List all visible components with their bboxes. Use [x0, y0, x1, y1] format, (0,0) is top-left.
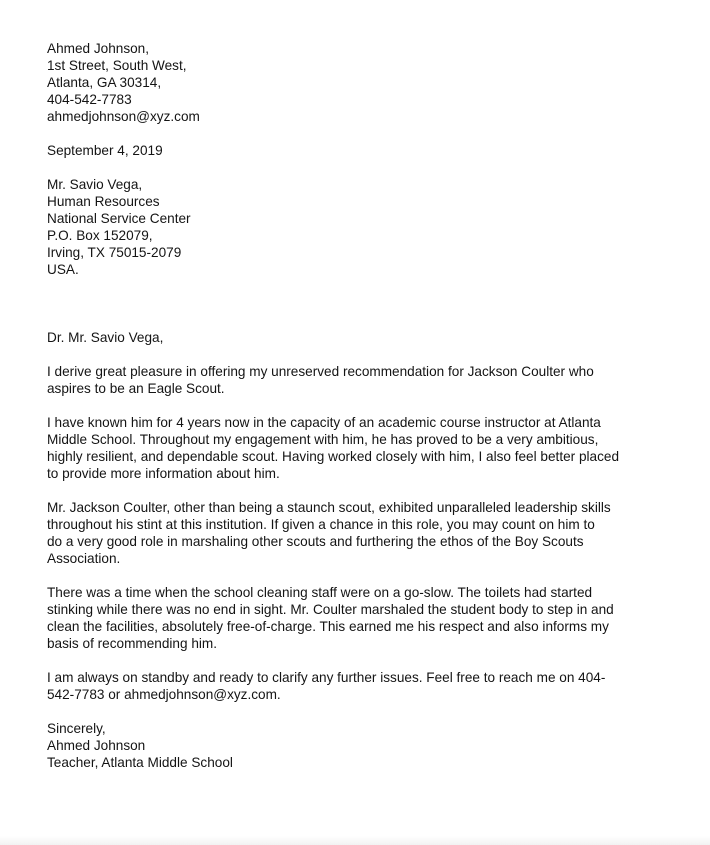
valediction: Sincerely,: [47, 721, 106, 736]
paragraph-line: 542-7783 or ahmedjohnson@xyz.com.: [47, 687, 281, 702]
recipient-department: Human Resources: [47, 194, 160, 209]
sender-phone: 404-542-7783: [47, 92, 132, 107]
recipient-address: [47, 176, 659, 278]
recipient-name: Mr. Savio Vega,: [47, 177, 143, 192]
letter-closing: [47, 720, 659, 771]
paragraph-line: do a very good role in marshaling other scouts and furthering the ethos of the Boy Scouts: [47, 534, 584, 549]
recipient-country: USA.: [47, 262, 79, 277]
paragraph-line: highly resilient, and dependable scout. Having worked closely with him, I also feel better placed: [47, 449, 620, 464]
paragraph-line: I am always on standby and ready to clarify any further issues. Feel free to reach me on 404-: [47, 670, 606, 685]
sender-address: [47, 40, 659, 125]
paragraph-line: aspires to be an Eagle Scout.: [47, 381, 225, 396]
paragraph-line: Middle School. Throughout my engagement with him, he has proved to be a very ambitious,: [47, 432, 599, 447]
recipient-city: Irving, TX 75015-2079: [47, 245, 182, 260]
date-text: September 4, 2019: [47, 143, 163, 158]
recipient-organization: National Service Center: [47, 211, 191, 226]
paragraph-line: clean the facilities, absolutely free-of-charge. This earned me his respect and also informs my: [47, 619, 609, 634]
paragraph-line: Mr. Jackson Coulter, other than being a staunch scout, exhibited unparalleled leadership skills: [47, 500, 611, 515]
paragraph-line: throughout his stint at this institution. If given a chance in this role, you may count on him to: [47, 517, 595, 532]
paragraph-line: to provide more information about him.: [47, 466, 280, 481]
body-paragraph: [47, 363, 659, 397]
salutation-text: Dr. Mr. Savio Vega,: [47, 330, 164, 345]
paragraph-line: I derive great pleasure in offering my unreserved recommendation for Jackson Coulter who: [47, 364, 594, 379]
paragraph-line: stinking while there was no end in sight. Mr. Coulter marshaled the student body to step in and: [47, 602, 614, 617]
sender-email: ahmedjohnson@xyz.com: [47, 109, 200, 124]
sender-name: Ahmed Johnson,: [47, 41, 150, 56]
body-paragraph: [47, 584, 659, 652]
paragraph-line: Association.: [47, 551, 121, 566]
recipient-po-box: P.O. Box 152079,: [47, 228, 153, 243]
sender-street: 1st Street, South West,: [47, 58, 187, 73]
signer-name: Ahmed Johnson: [47, 738, 146, 753]
body-paragraph: [47, 499, 659, 567]
sender-city: Atlanta, GA 30314,: [47, 75, 162, 90]
paragraph-line: There was a time when the school cleaning staff were on a go-slow. The toilets had started: [47, 585, 593, 600]
letter-date: [47, 142, 659, 159]
page-bottom-edge: [0, 836, 710, 845]
body-paragraph: [47, 414, 659, 482]
body-paragraph: [47, 669, 659, 703]
letter-page: [47, 40, 659, 771]
signer-title: Teacher, Atlanta Middle School: [47, 755, 233, 770]
letter-body: [47, 363, 659, 703]
paragraph-line: I have known him for 4 years now in the capacity of an academic course instructor at Atlanta: [47, 415, 601, 430]
paragraph-line: basis of recommending him.: [47, 636, 217, 651]
salutation: [47, 329, 659, 346]
